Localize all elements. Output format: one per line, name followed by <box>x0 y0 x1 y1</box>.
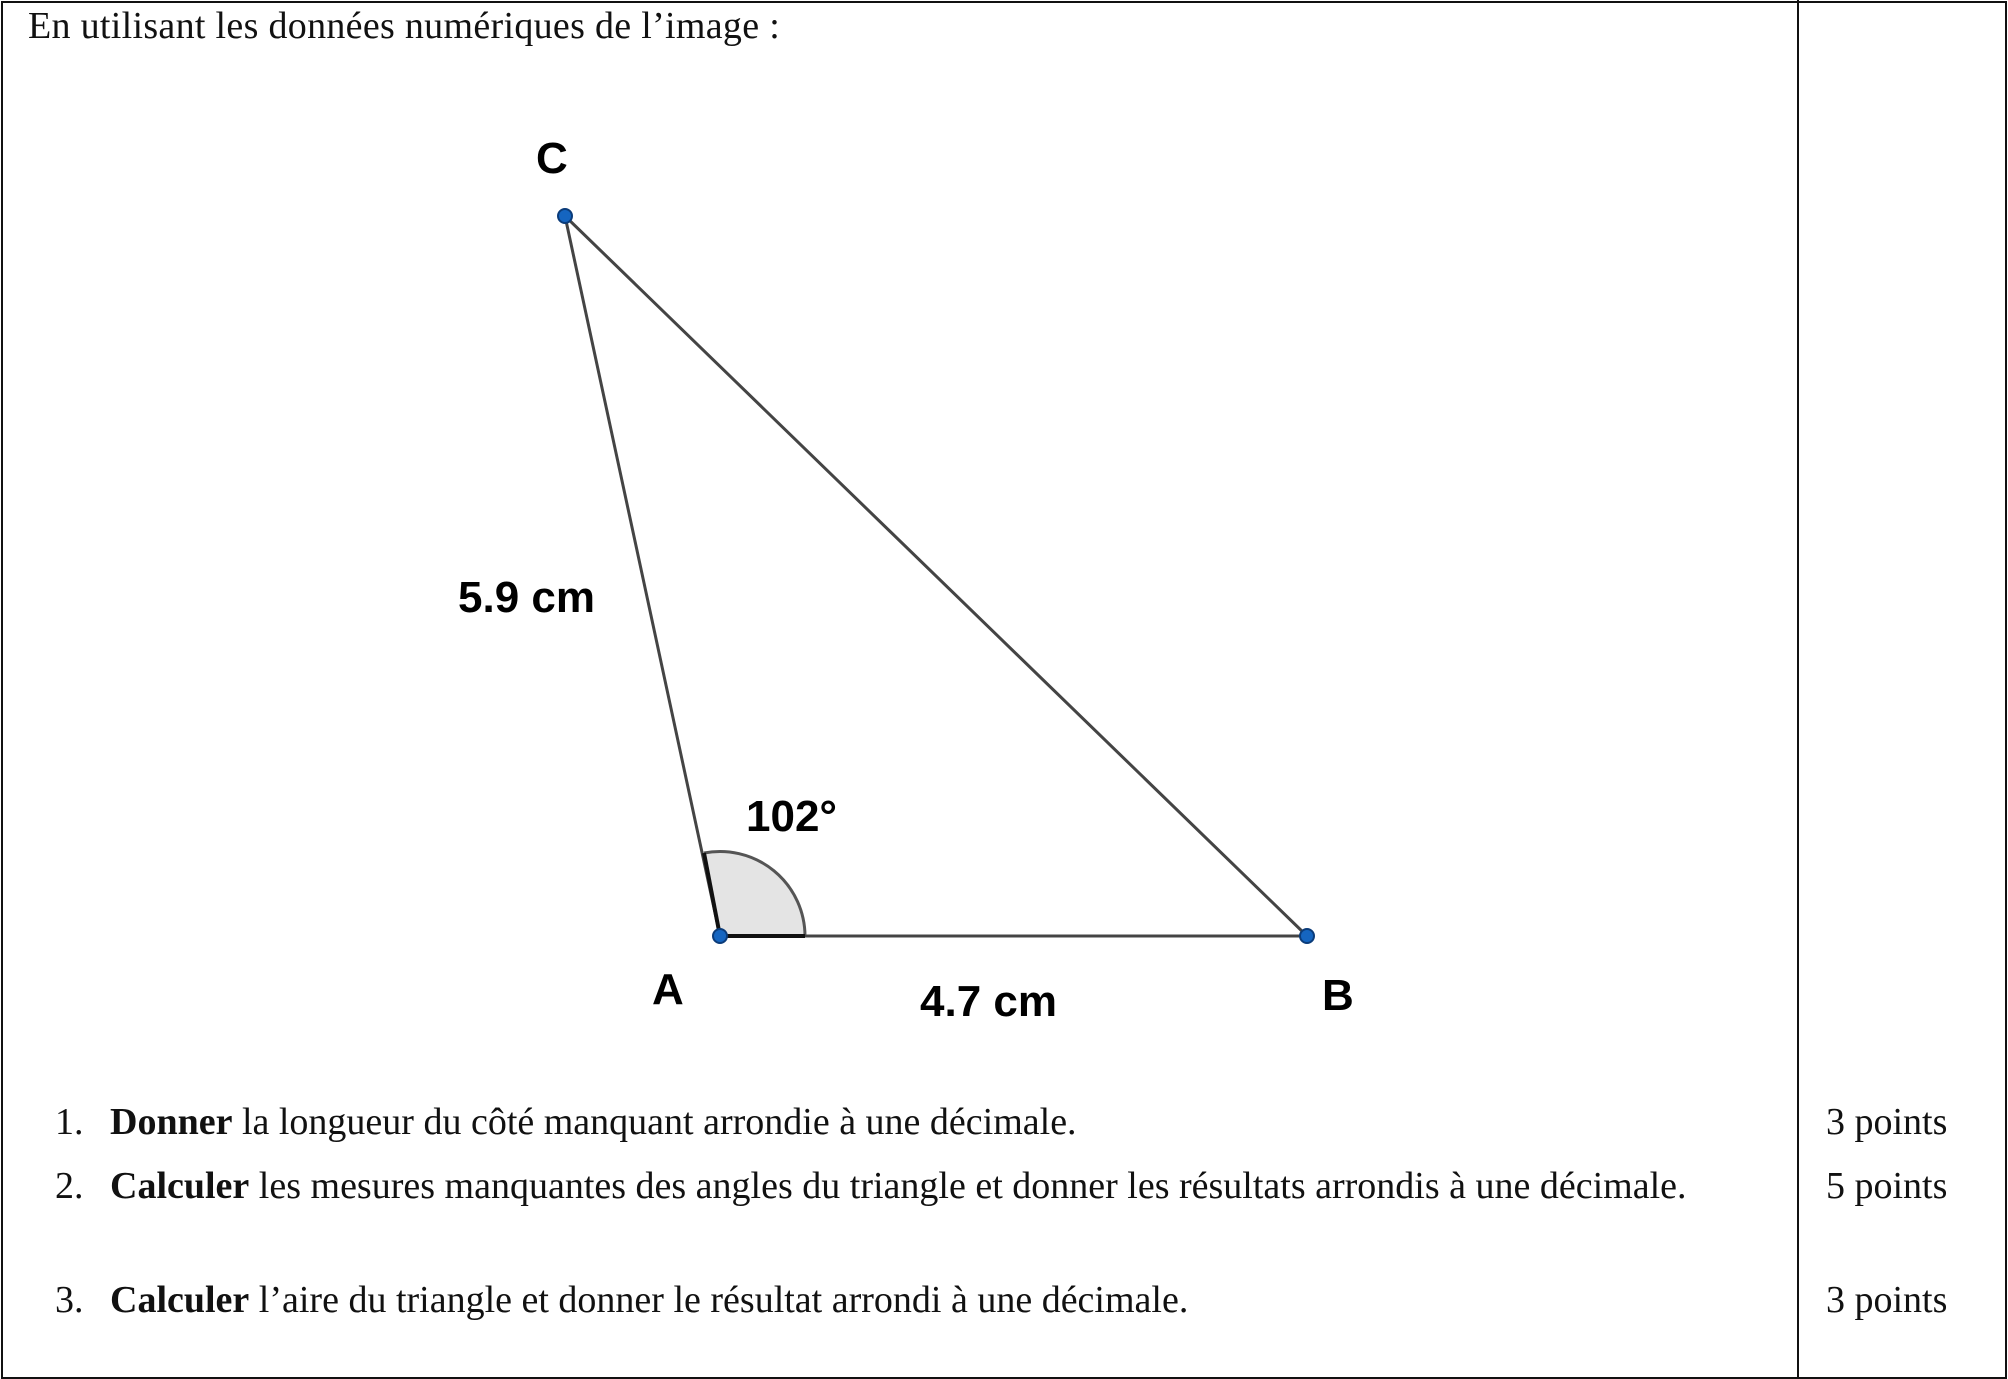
side-ac-length-label: 5.9 cm <box>458 573 595 622</box>
question-statement: la longueur du côté manquant arrondie à une décimale. <box>232 1101 1077 1143</box>
question-keyword: Calculer <box>110 1165 250 1207</box>
question-number: 3. <box>55 1279 84 1321</box>
question-keyword: Donner <box>110 1101 233 1143</box>
question-keyword: Calculer <box>110 1279 250 1321</box>
question-1-points: 3 points <box>1826 1101 1948 1143</box>
vertex-c-label: C <box>536 134 568 183</box>
question-number: 1. <box>55 1101 84 1143</box>
angle-a-value-label: 102° <box>746 792 838 841</box>
question-statement: les mesures manquantes des angles du triangle et donner les résultats arrondis à une décimale. <box>249 1165 1687 1207</box>
question-3-points: 3 points <box>1826 1279 1948 1321</box>
side-ab-length-label: 4.7 cm <box>920 977 1057 1026</box>
question-number: 2. <box>55 1165 84 1207</box>
side-bc <box>565 216 1307 936</box>
question-text <box>110 1275 1830 1325</box>
vertex-c-point[interactable] <box>558 209 572 223</box>
question-text <box>110 1161 1830 1211</box>
vertex-b-label: B <box>1322 971 1354 1020</box>
instructions-text: En utilisant les données numériques de l’image : <box>28 5 781 47</box>
vertex-a-label: A <box>652 965 684 1014</box>
question-2-points: 5 points <box>1826 1165 1948 1207</box>
vertex-a-point[interactable] <box>713 929 727 943</box>
question-text <box>110 1097 1830 1147</box>
question-statement: l’aire du triangle et donner le résultat arrondi à une décimale. <box>249 1279 1189 1321</box>
vertex-b-point[interactable] <box>1300 929 1314 943</box>
